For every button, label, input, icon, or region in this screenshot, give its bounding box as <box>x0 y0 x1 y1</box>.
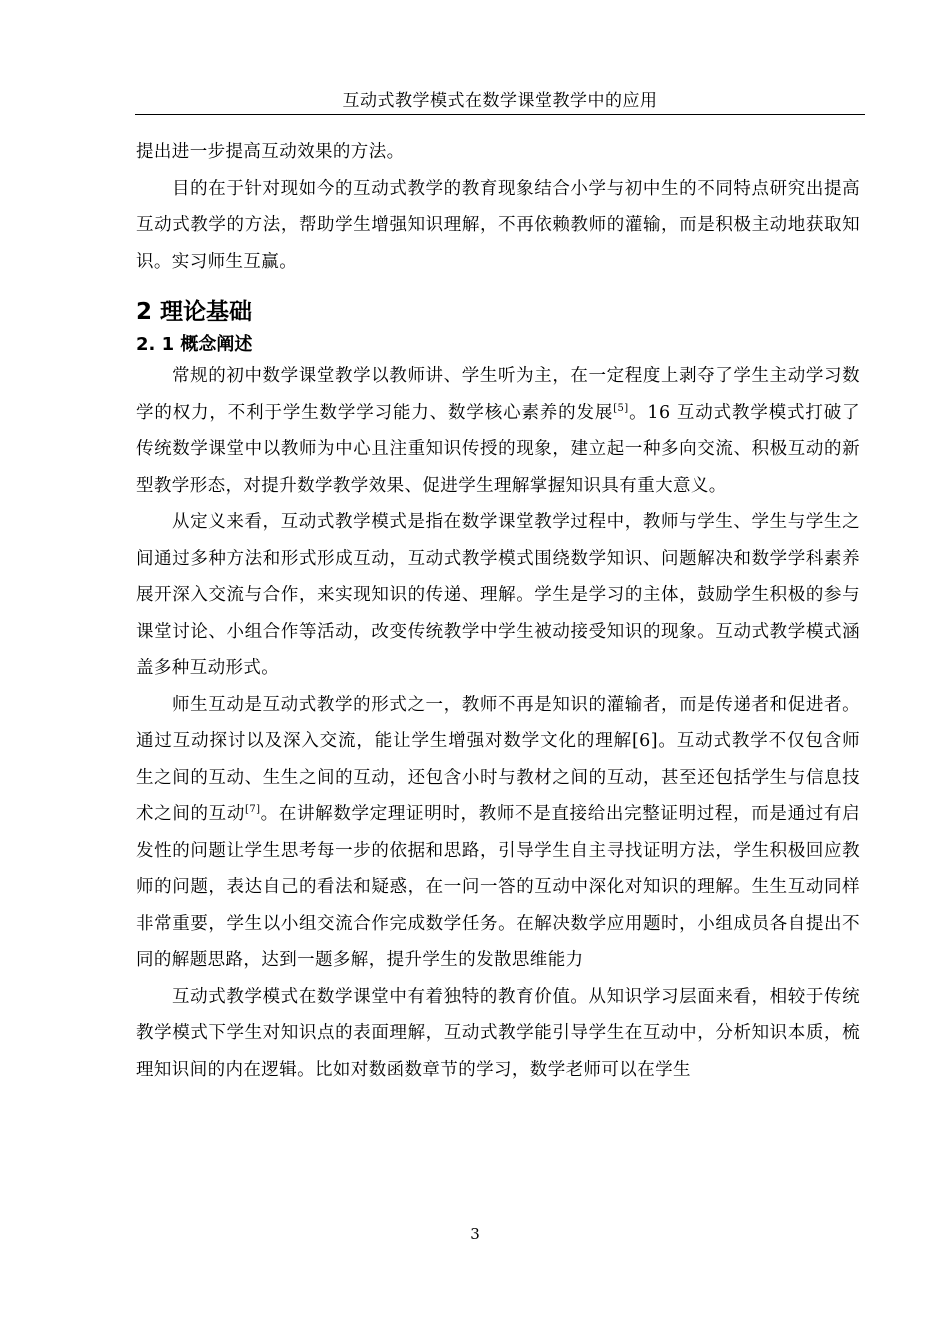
paragraph-text: 师生互动是互动式教学的形式之一，教师不再是知识的灌输者，而是传递者和促进者。通过互动探讨以及深入交流，能让学生增强对数学文化的理解[6]。互动式教学不仅包含师生之间的互动、生生之间的互动，还包含小时与教材之间的互动，甚至还包括学生与信息技术之间的互动 <box>136 694 860 824</box>
paragraph-continuation: 提出进一步提高互动效果的方法。 <box>136 142 405 162</box>
citation-ref: [5] <box>613 402 629 414</box>
section-heading: 2 理论基础 <box>136 299 253 325</box>
page-number: 3 <box>470 1225 480 1243</box>
subsection-heading: 2. 1 概念阐述 <box>136 334 253 355</box>
paragraph-educational-value: 互动式教学模式在数学课堂中有着独特的教育价值。从知识学习层面来看，相较于传统教学模式下学生对知识点的表面理解，互动式教学能引导学生在互动中，分析知识本质，梳理知识间的内在逻辑。比如对数函数章节的学习，数学老师可以在学生 <box>136 986 860 1080</box>
paragraph-purpose: 目的在于针对现如今的互动式教学的教育现象结合小学与初中生的不同特点研究出提高互动式教学的方法，帮助学生增强知识理解，不再依赖教师的灌输，而是积极主动地获取知识。实习师生互赢。 <box>136 178 860 272</box>
running-header <box>135 88 865 115</box>
citation-ref: [7] <box>245 804 261 816</box>
paragraph-text: 。16 互动式教学模式打破了传统数学课堂中以教师为中心且注重知识传授的现象，建立起一种多向交流、积极互动的新型教学形态，对提升数学教学效果、促进学生理解掌握知识具有重大意义。 <box>136 402 860 496</box>
paragraph-text: 常规的初中数学课堂教学以教师讲、学生听为主，在一定程度上剥夺了学生主动学习数学的权力，不利于学生数学学习能力、数学核心素养的发展 <box>136 366 860 423</box>
paragraph-concept-intro <box>136 358 860 504</box>
paragraph-definition: 从定义来看，互动式教学模式是指在数学课堂教学过程中，教师与学生、学生与学生之间通过多种方法和形式形成互动，互动式教学模式围绕数学知识、问题解决和数学学科素养展开深入交流与合作，来实现知识的传递、理解。学生是学习的主体，鼓励学生积极的参与课堂讨论、小组合作等活动，改变传统教学中学生被动接受知识的现象。互动式教学模式涵盖多种互动形式。 <box>136 512 860 678</box>
header-title: 互动式教学模式在数学课堂教学中的应用 <box>342 91 658 111</box>
page-body <box>136 134 860 1088</box>
paragraph-text: 。在讲解数学定理证明时，教师不是直接给出完整证明过程，而是通过有启发性的问题让学生思考每一步的依据和思路，引导学生自主寻找证明方法，学生积极回应教师的问题，表达自己的看法和疑惑，在一问一答的互动中深化对知识的理解。生生互动同样非常重要，学生以小组交流合作完成数学任务。在解决数学应用题时，小组成员各自提出不同的解题思路，达到一题多解，提升学生的发散思维能力 <box>136 804 861 970</box>
paragraph-teacher-student-interaction <box>136 687 860 979</box>
